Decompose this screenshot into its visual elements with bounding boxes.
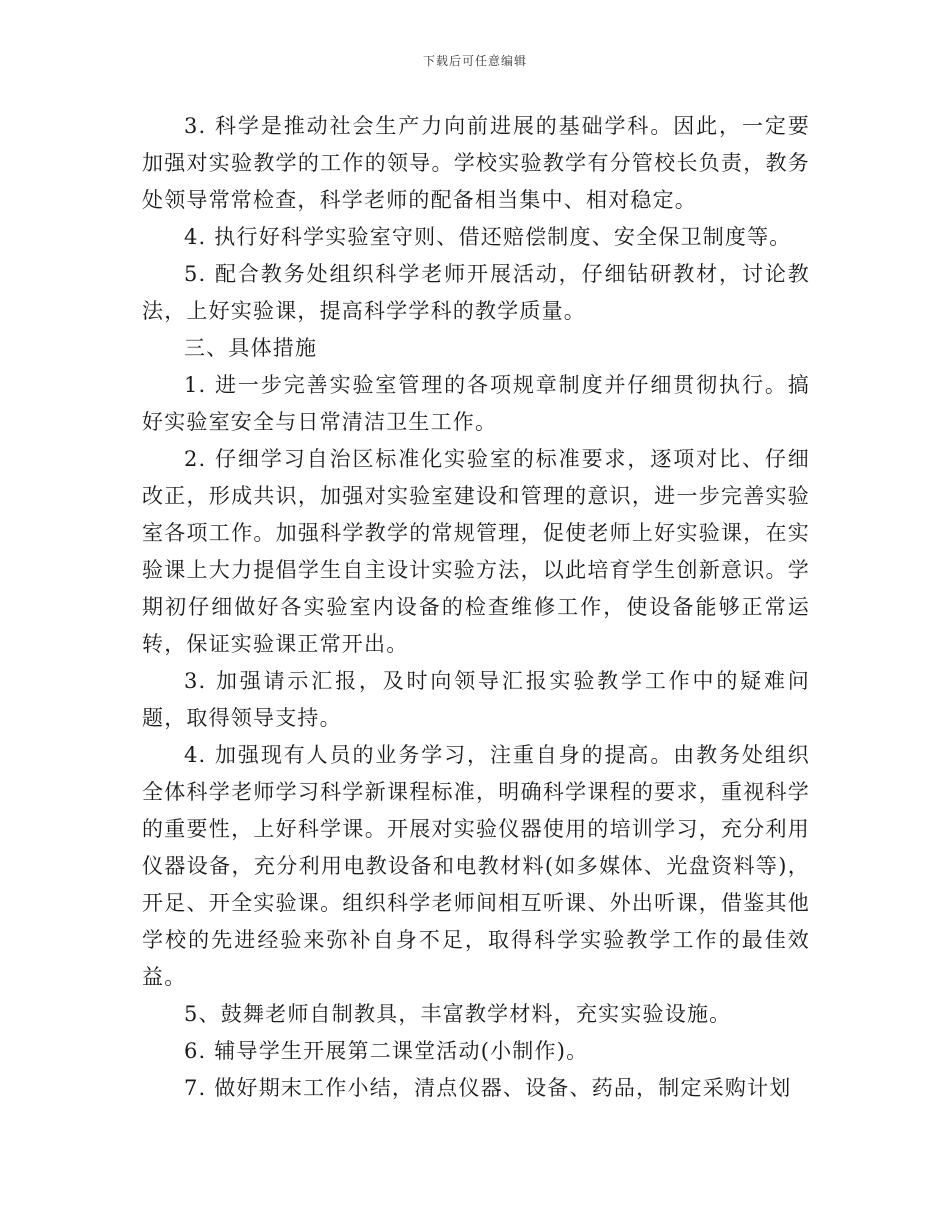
paragraph-measure-1: 1. 进一步完善实验室管理的各项规章制度并仔细贯彻执行。搞好实验室安全与日常清洁卫生工作。 — [142, 373, 810, 434]
page-header: 下载后可任意编辑 — [422, 54, 527, 68]
document-body — [142, 108, 810, 1107]
paragraph-measure-6: 6. 辅导学生开展第二课堂活动(小制作)。 — [184, 1039, 589, 1063]
paragraph-measure-5: 5、鼓舞老师自制教具，丰富教学材料，充实实验设施。 — [184, 1002, 732, 1026]
section-heading-measures: 三、具体措施 — [184, 336, 318, 360]
paragraph-measure-7: 7. 做好期末工作小结，清点仪器、设备、药品，制定采购计划 — [184, 1076, 792, 1100]
paragraph-measure-2: 2. 仔细学习自治区标准化实验室的标准要求，逐项对比、仔细改正，形成共识，加强对实验室建设和管理的意识，进一步完善实验室各项工作。加强科学教学的常规管理，促使老师上好实验课，在实验课上大力提倡学生自主设计实验方法，以此培育学生创新意识。学期初仔细做好各实验室内设备的检查维修工作，使设备能够正常运转，保证实验课正常开出。 — [142, 447, 810, 656]
paragraph-measure-4: 4. 加强现有人员的业务学习，注重自身的提高。由教务处组织全体科学老师学习科学新课程标准，明确科学课程的要求，重视科学的重要性，上好科学课。开展对实验仪器使用的培训学习，充分利用仪器设备，充分利用电教设备和电教材料(如多媒体、光盘资料等)，开足、开全实验课。组织科学老师间相互听课、外出听课，借鉴其他学校的先进经验来弥补自身不足，取得科学实验教学工作的最佳效益。 — [142, 743, 810, 989]
paragraph-measure-3: 3. 加强请示汇报，及时向领导汇报实验教学工作中的疑难问题，取得领导支持。 — [142, 669, 810, 730]
paragraph-3-science-importance: 3. 科学是推动社会生产力向前进展的基础学科。因此，一定要加强对实验教学的工作的领导。学校实验教学有分管校长负责，教务处领导常常检查，科学老师的配备相当集中、相对稳定。 — [142, 114, 810, 212]
paragraph-5-cooperation: 5. 配合教务处组织科学老师开展活动，仔细钻研教材，讨论教法，上好实验课，提高科学学科的教学质量。 — [142, 262, 810, 323]
paragraph-4-lab-rules: 4. 执行好科学实验室守则、借还赔偿制度、安全保卫制度等。 — [184, 225, 792, 249]
